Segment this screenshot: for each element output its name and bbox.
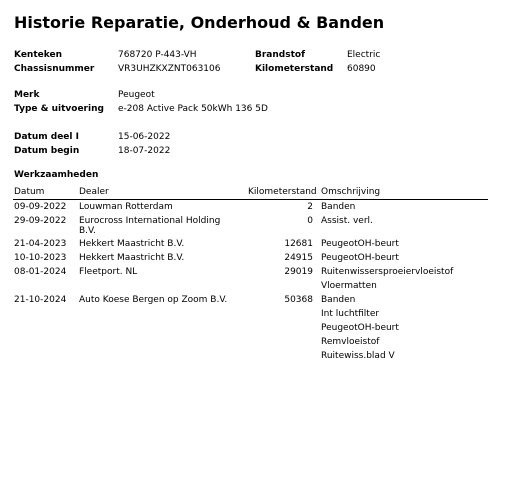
km-value: 60890 <box>347 64 376 74</box>
cell-datum: 21-10-2024 <box>14 295 67 305</box>
cell-dealer: Fleetport. NL <box>79 267 138 277</box>
cell-datum: 29-09-2022 <box>14 216 67 226</box>
cell-datum: 08-01-2024 <box>14 267 67 277</box>
cell-omschrijving: PeugeotOH-beurt <box>321 239 399 249</box>
cell-dealer: Hekkert Maastricht B.V. <box>79 239 185 249</box>
datum-begin-label: Datum begin <box>14 146 80 156</box>
section-heading: Werkzaamheden <box>14 170 99 180</box>
cell-omschrijving: Banden <box>321 202 356 212</box>
cell-datum: 21-04-2023 <box>14 239 67 249</box>
chassis-value: VR3UHZKXZNT063106 <box>118 64 221 74</box>
km-label: Kilometerstand <box>255 64 334 74</box>
cell-omschrijving: Banden <box>321 295 356 305</box>
cell-omschrijving: PeugeotOH-beurt <box>321 323 399 333</box>
merk-value: Peugeot <box>118 90 155 100</box>
type-label: Type & uitvoering <box>14 104 104 114</box>
cell-omschrijving: Ruitenwissersproeiervloeistof <box>321 267 454 277</box>
chassis-label: Chassisnummer <box>14 64 95 74</box>
column-header-kilometerstand: Kilometerstand <box>248 187 317 197</box>
header-rule <box>13 199 488 200</box>
cell-kilometerstand: 12681 <box>284 239 313 249</box>
brandstof-label: Brandstof <box>255 50 305 60</box>
datum-begin-value: 18-07-2022 <box>118 146 171 156</box>
page-title: Historie Reparatie, Onderhoud & Banden <box>14 13 385 32</box>
cell-datum: 10-10-2023 <box>14 253 67 263</box>
cell-kilometerstand: 29019 <box>284 267 313 277</box>
cell-omschrijving: Assist. verl. <box>321 216 373 226</box>
cell-kilometerstand: 2 <box>307 202 313 212</box>
brandstof-value: Electric <box>347 50 381 60</box>
cell-dealer: Eurocross International Holding <box>79 216 221 226</box>
cell-dealer: Louwman Rotterdam <box>79 202 173 212</box>
cell-dealer: Auto Koese Bergen op Zoom B.V. <box>79 295 228 305</box>
cell-omschrijving: PeugeotOH-beurt <box>321 253 399 263</box>
column-header-dealer: Dealer <box>79 187 109 197</box>
kenteken-value: 768720 P-443-VH <box>118 50 197 60</box>
cell-datum: 09-09-2022 <box>14 202 67 212</box>
datum-deel-value: 15-06-2022 <box>118 132 171 142</box>
cell-kilometerstand: 24915 <box>284 253 313 263</box>
column-header-omschrijving: Omschrijving <box>321 187 381 197</box>
kenteken-label: Kenteken <box>14 50 62 60</box>
merk-label: Merk <box>14 90 40 100</box>
type-value: e-208 Active Pack 50kWh 136 5D <box>118 104 268 114</box>
cell-omschrijving: Remvloeistof <box>321 337 380 347</box>
datum-deel-label: Datum deel I <box>14 132 79 142</box>
cell-kilometerstand: 50368 <box>284 295 313 305</box>
cell-omschrijving: Vloermatten <box>321 281 377 291</box>
cell-omschrijving: Int luchtfilter <box>321 309 380 319</box>
cell-dealer-continued: B.V. <box>79 226 96 236</box>
cell-kilometerstand: 0 <box>307 216 313 226</box>
column-header-datum: Datum <box>14 187 45 197</box>
cell-omschrijving: Ruitewiss.blad V <box>321 351 395 361</box>
cell-dealer: Hekkert Maastricht B.V. <box>79 253 185 263</box>
